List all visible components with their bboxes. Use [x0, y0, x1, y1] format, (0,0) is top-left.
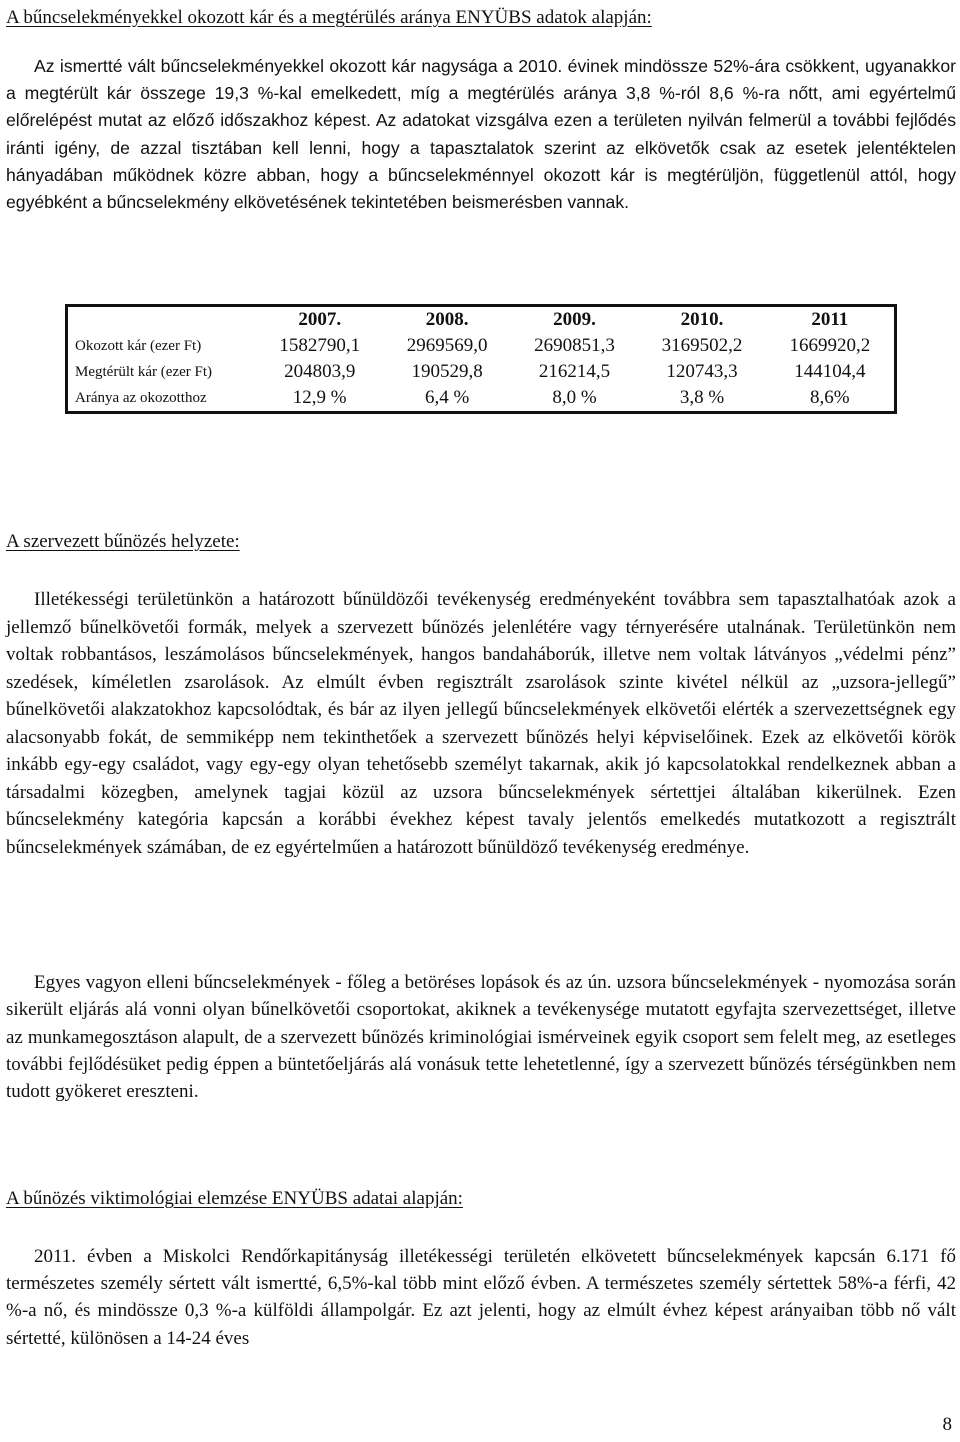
year-header: 2010.	[680, 309, 724, 330]
table-cell: 12,9 %	[292, 387, 347, 408]
table-corner-cell	[67, 306, 257, 334]
table-cell: 190529,8	[411, 361, 483, 382]
paragraph-organized-crime-2: Egyes vagyon elleni bűncselekmények - főleg a betöréses lopások és az ún. uzsora bűncselekmények - nyomozása során sikerült eljárás alá vonni olyan bűnelkövetői csoportokat, akiknek a tevékenysége mutatott egyfajta szervezettséget, illetve az munkamegosztáson alapult, de a szervezett bűnözés kriminológiai ismérveinek egyik csoport sem felelt meg, az esetleges további fejlődésüket pedig éppen a büntetőeljárás alá vonásuk tette lehetetlenné, így a szervezett bűnözés térségünkben nem tudott gyökeret ereszteni.	[6, 972, 956, 1103]
damage-recovery-table	[65, 304, 897, 414]
table-cell: 216214,5	[538, 361, 611, 382]
year-header: 2011	[811, 309, 849, 330]
row-label: Okozott kár (ezer Ft)	[75, 337, 202, 354]
table-cell: 2690851,3	[534, 335, 615, 356]
year-header: 2009.	[553, 309, 596, 330]
section-heading-damage: A bűncselekményekkel okozott kár és a megtérülés aránya ENYÜBS adatok alapján:	[6, 7, 652, 28]
table-cell: 144104,4	[794, 361, 866, 382]
page-number: 8	[942, 1414, 952, 1435]
row-label: Aránya az okozotthoz	[75, 389, 207, 406]
year-header: 2008.	[425, 309, 469, 330]
table-cell: 8,6%	[810, 387, 850, 408]
table-cell: 8,0 %	[552, 387, 597, 408]
paragraph-victimology: 2011. évben a Miskolci Rendőrkapitányság illetékességi területén elkövetett bűncselekmények kapcsán 6.171 fő természetes személy sértett vált ismertté, 6,5%-kal több mint előző évben. A természetes személy sértettek 58%-a férfi, 42 %-a nő, és mindössze 0,3 %-a külföldi állampolgár. Ez azt jelenti, hogy az elmúlt évhez képest arányaiban több nő vált sértetté, különösen a 14-24 éves	[6, 1246, 956, 1349]
table-cell: 3169502,2	[661, 335, 743, 356]
section-heading-victimology: A bűnözés viktimológiai elemzése ENYÜBS adatai alapján:	[6, 1188, 463, 1209]
table-cell: 2969569,0	[406, 335, 488, 356]
table-row	[67, 359, 896, 385]
table-cell: 204803,9	[284, 361, 356, 382]
paragraph-damage: Az ismertté vált bűncselekményekkel okozott kár nagysága a 2010. évinek mindössze 52%-ára csökkent, ugyanakkor a megtérült kár összege 19,3 %-kal emelkedett, míg a megtérülés aránya 3,8 %-ról 8,6 %-ra nőtt, ami egyértelmű előrelépést mutat az előző időszakhoz képest. Az adatokat vizsgálva ezen a területen nyilván felmerül a további fejlődés iránti igény, de azzal tisztában kell lenni, hogy a tapasztalatok szerint az elkövetők csak az esetek jelentéktelen hányadában működnek közre abban, hogy a bűncselekménnyel okozott kár is megtérüljön, függetlenül attól, hogy egyébként a bűncselekmény elkövetésének tekintetében beismerésben vannak.	[6, 56, 956, 213]
year-header: 2007.	[298, 309, 342, 330]
table-cell: 1582790,1	[279, 335, 361, 356]
table-header-row	[67, 306, 896, 334]
table-cell: 6,4 %	[424, 387, 470, 408]
table-cell: 3,8 %	[679, 387, 725, 408]
table-cell: 120743,3	[666, 361, 738, 382]
row-label: Megtérült kár (ezer Ft)	[75, 363, 213, 380]
table-row	[67, 333, 896, 359]
table-row	[67, 385, 896, 413]
paragraph-organized-crime-1: Illetékességi területünkön a határozott bűnüldözői tevékenység eredményeként továbbra sem tapasztalhatóak azok a jellemző bűnelkövetői formák, melyek a szervezett bűnözés jelenlétére vagy térnyerésére utalnának. Területünkön nem voltak robbantásos, leszámolásos bűncselekmények, hangos bandaháborúk, illetve nem voltak látványos „védelmi pénz” szedések, kíméletlen zsarolások. Az elmúlt évben regisztrált zsarolások szinte kivétel nélkül az „uzsora-jellegű” bűnelkövetői alakzatokhoz kapcsolódtak, és bár az ilyen jellegű bűncselekmények elkövetői elérték a szervezettségnek egy alacsonyabb fokát, de semmiképp nem tekinthetőek a szervezett bűnözés helyi képviselőinek. Ezek az elkövetői körök inkább egy-egy családot, vagy egy-egy olyan tehetősebb személyt takarnak, akik jó kapcsolatokkal rendelkeznek abban a társadalmi közegben, amelynek tagjai közül az uzsora bűncselekmények sértettjei általában kikerülnek. Ezen bűncselekmény kategória kapcsán a korábbi évekhez képest tavaly jelentős emelkedés mutatkozott a regisztrált bűncselekmények számában, de ez egyértelműen a határozott bűnüldöző tevékenység eredménye.	[6, 589, 956, 858]
section-heading-organized-crime: A szervezett bűnözés helyzete:	[6, 531, 240, 552]
table-cell: 1669920,2	[789, 335, 871, 356]
